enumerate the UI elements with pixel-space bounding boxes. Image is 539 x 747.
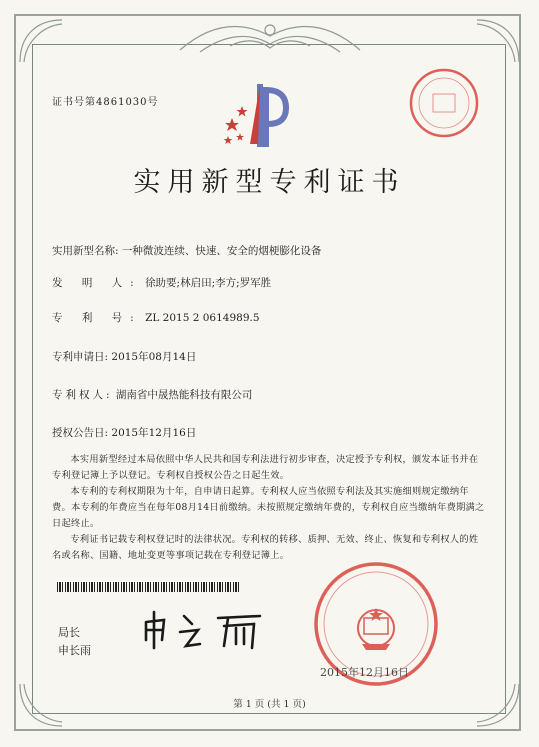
certificate-title: 实用新型专利证书 [133, 167, 406, 198]
patentee-row [52, 387, 252, 402]
certificate-number: 证书号第4861030号 [52, 97, 159, 108]
corner-ornament-tl [16, 16, 66, 66]
grant-value: 2015年12月16日 [111, 427, 197, 439]
application-date-row [52, 349, 196, 364]
grant-label: 授权公告日: [52, 427, 109, 439]
name-value: 一种微波连续、快速、安全的烟梗膨化设备 [121, 245, 322, 257]
inventor-row [52, 275, 271, 290]
body-paragraph-1: 本实用新型经过本局依照中华人民共和国专利法进行初步审查，决定授予专利权，颁发本证书并在专利登记簿上予以登记。专利权自授权公告之日起生效。 [52, 454, 479, 481]
body-paragraph-2: 本专利的专利权期限为十年，自申请日起算。专利权人应当依照专利法及其实施细则规定缴纳年费。本专利的年费应当在每年08月14日前缴纳。未按照规定缴纳年费的，专利权自应当缴纳年费期满之日起终止。 [52, 486, 485, 529]
director-title: 局长 [58, 626, 80, 639]
inventor-label: 发 明 人: [52, 277, 142, 289]
corner-ornament-tr [473, 16, 523, 66]
owner-label: 专利权人: [52, 389, 113, 401]
apply-label: 专利申请日: [52, 351, 109, 363]
seal-date: 2015年12月16日 [320, 666, 409, 679]
patent-value: ZL 2015 2 0614989.5 [145, 312, 260, 324]
page-footer: 第 1 页 (共 1 页) [233, 699, 306, 710]
director-signature [140, 608, 270, 652]
patent-office-logo [222, 78, 310, 148]
owner-value: 湖南省中晟热能科技有限公司 [115, 389, 253, 401]
patent-number-row [52, 310, 260, 325]
agency-seal [407, 66, 481, 140]
inventor-value: 徐助要;林启田;李方;罗军胜 [145, 277, 272, 289]
director-name: 申长雨 [58, 644, 91, 657]
apply-value: 2015年08月14日 [111, 351, 197, 363]
certificate-body [52, 452, 485, 564]
grant-date-row [52, 425, 196, 440]
patent-label: 专 利 号: [52, 312, 142, 324]
name-label: 实用新型名称: [52, 245, 119, 257]
utility-model-name [52, 243, 321, 258]
body-paragraph-3: 专利证书记载专利权登记时的法律状况。专利权的转移、质押、无效、终止、恢复和专利权人的姓名或名称、国籍、地址变更等事项记载在专利登记簿上。 [52, 534, 479, 561]
barcode [57, 582, 241, 592]
top-ornament [170, 14, 370, 58]
